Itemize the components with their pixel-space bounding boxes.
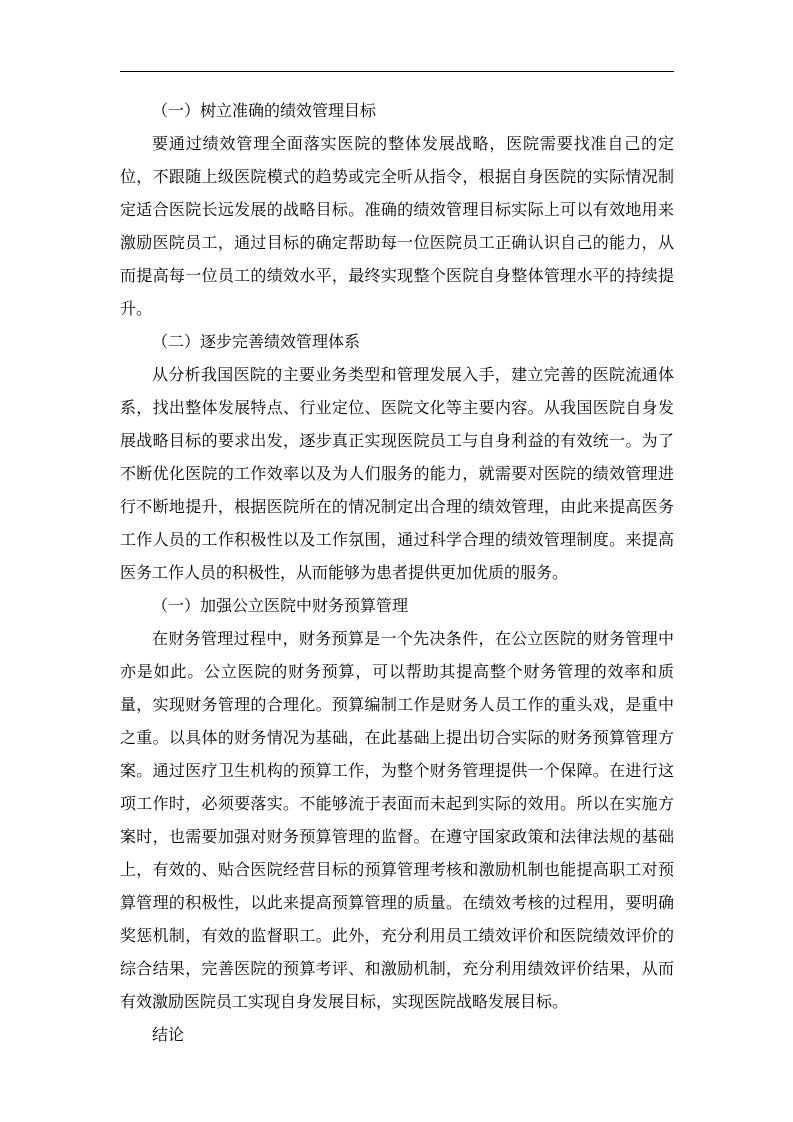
section-heading-3: （一）加强公立医院中财务预算管理 — [152, 596, 409, 615]
header-rule — [120, 71, 674, 72]
section-heading-1: （一）树立准确的绩效管理目标 — [152, 101, 377, 120]
section-paragraph-2: 从分析我国医院的主要业务类型和管理发展入手，建立完善的医院流通体系，找出整体发展特点、行业定位、医院文化等主要内容。从我国医院自身发展战略目标的要求出发，逐步真正实现医院员工与自身利益的有效统一。为了不断优化医院的工作效率以及为人们服务的能力，就需要对医院的绩效管理进行不断地提升，根据医院所在的情况制定出合理的绩效管理，由此来提高医务工作人员的工作积极性以及工作氛围，通过科学合理的绩效管理制度。来提高医务工作人员的积极性，从而能够为患者提供更加优质的服务。 — [120, 365, 674, 582]
section-paragraph-1: 要通过绩效管理全面落实医院的整体发展战略，医院需要找准自己的定位，不跟随上级医院模式的趋势或完全听从指令，根据自身医院的实际情况制定适合医院长远发展的战略目标。准确的绩效管理目标实际上可以有效地用来激励医院员工，通过目标的确定帮助每一位医院员工正确认识自己的能力，从而提高每一位员工的绩效水平，最终实现整个医院自身整体管理水平的持续提升。 — [120, 134, 674, 318]
section-paragraph-3: 在财务管理过程中，财务预算是一个先决条件，在公立医院的财务管理中亦是如此。公立医院的财务预算，可以帮助其提高整个财务管理的效率和质量，实现财务管理的合理化。预算编制工作是财务人员工作的重头戏，是重中之重。以具体的财务情况为基础，在此基础上提出切合实际的财务预算管理方案。通过医疗卫生机构的预算工作，为整个财务管理提供一个保障。在进行这项工作时，必须要落实。不能够流于表面而未起到实际的效用。所以在实施方案时，也需要加强对财务预算管理的监督。在遵守国家政策和法律法规的基础上，有效的、贴合医院经营目标的预算管理考核和激励机制也能提高职工对预算管理的积极性，以此来提高预算管理的质量。在绩效考核的过程用，要明确奖惩机制，有效的监督职工。此外，充分利用员工绩效评价和医院绩效评价的综合结果，完善医院的预算考评、和激励机制，充分利用绩效评价结果，从而有效激励医院员工实现自身发展目标，实现医院战略发展目标。 — [120, 629, 674, 1011]
document-body — [120, 94, 674, 1051]
conclusion-heading: 结论 — [152, 1025, 185, 1044]
section-heading-2: （二）逐步完善绩效管理体系 — [152, 332, 361, 351]
